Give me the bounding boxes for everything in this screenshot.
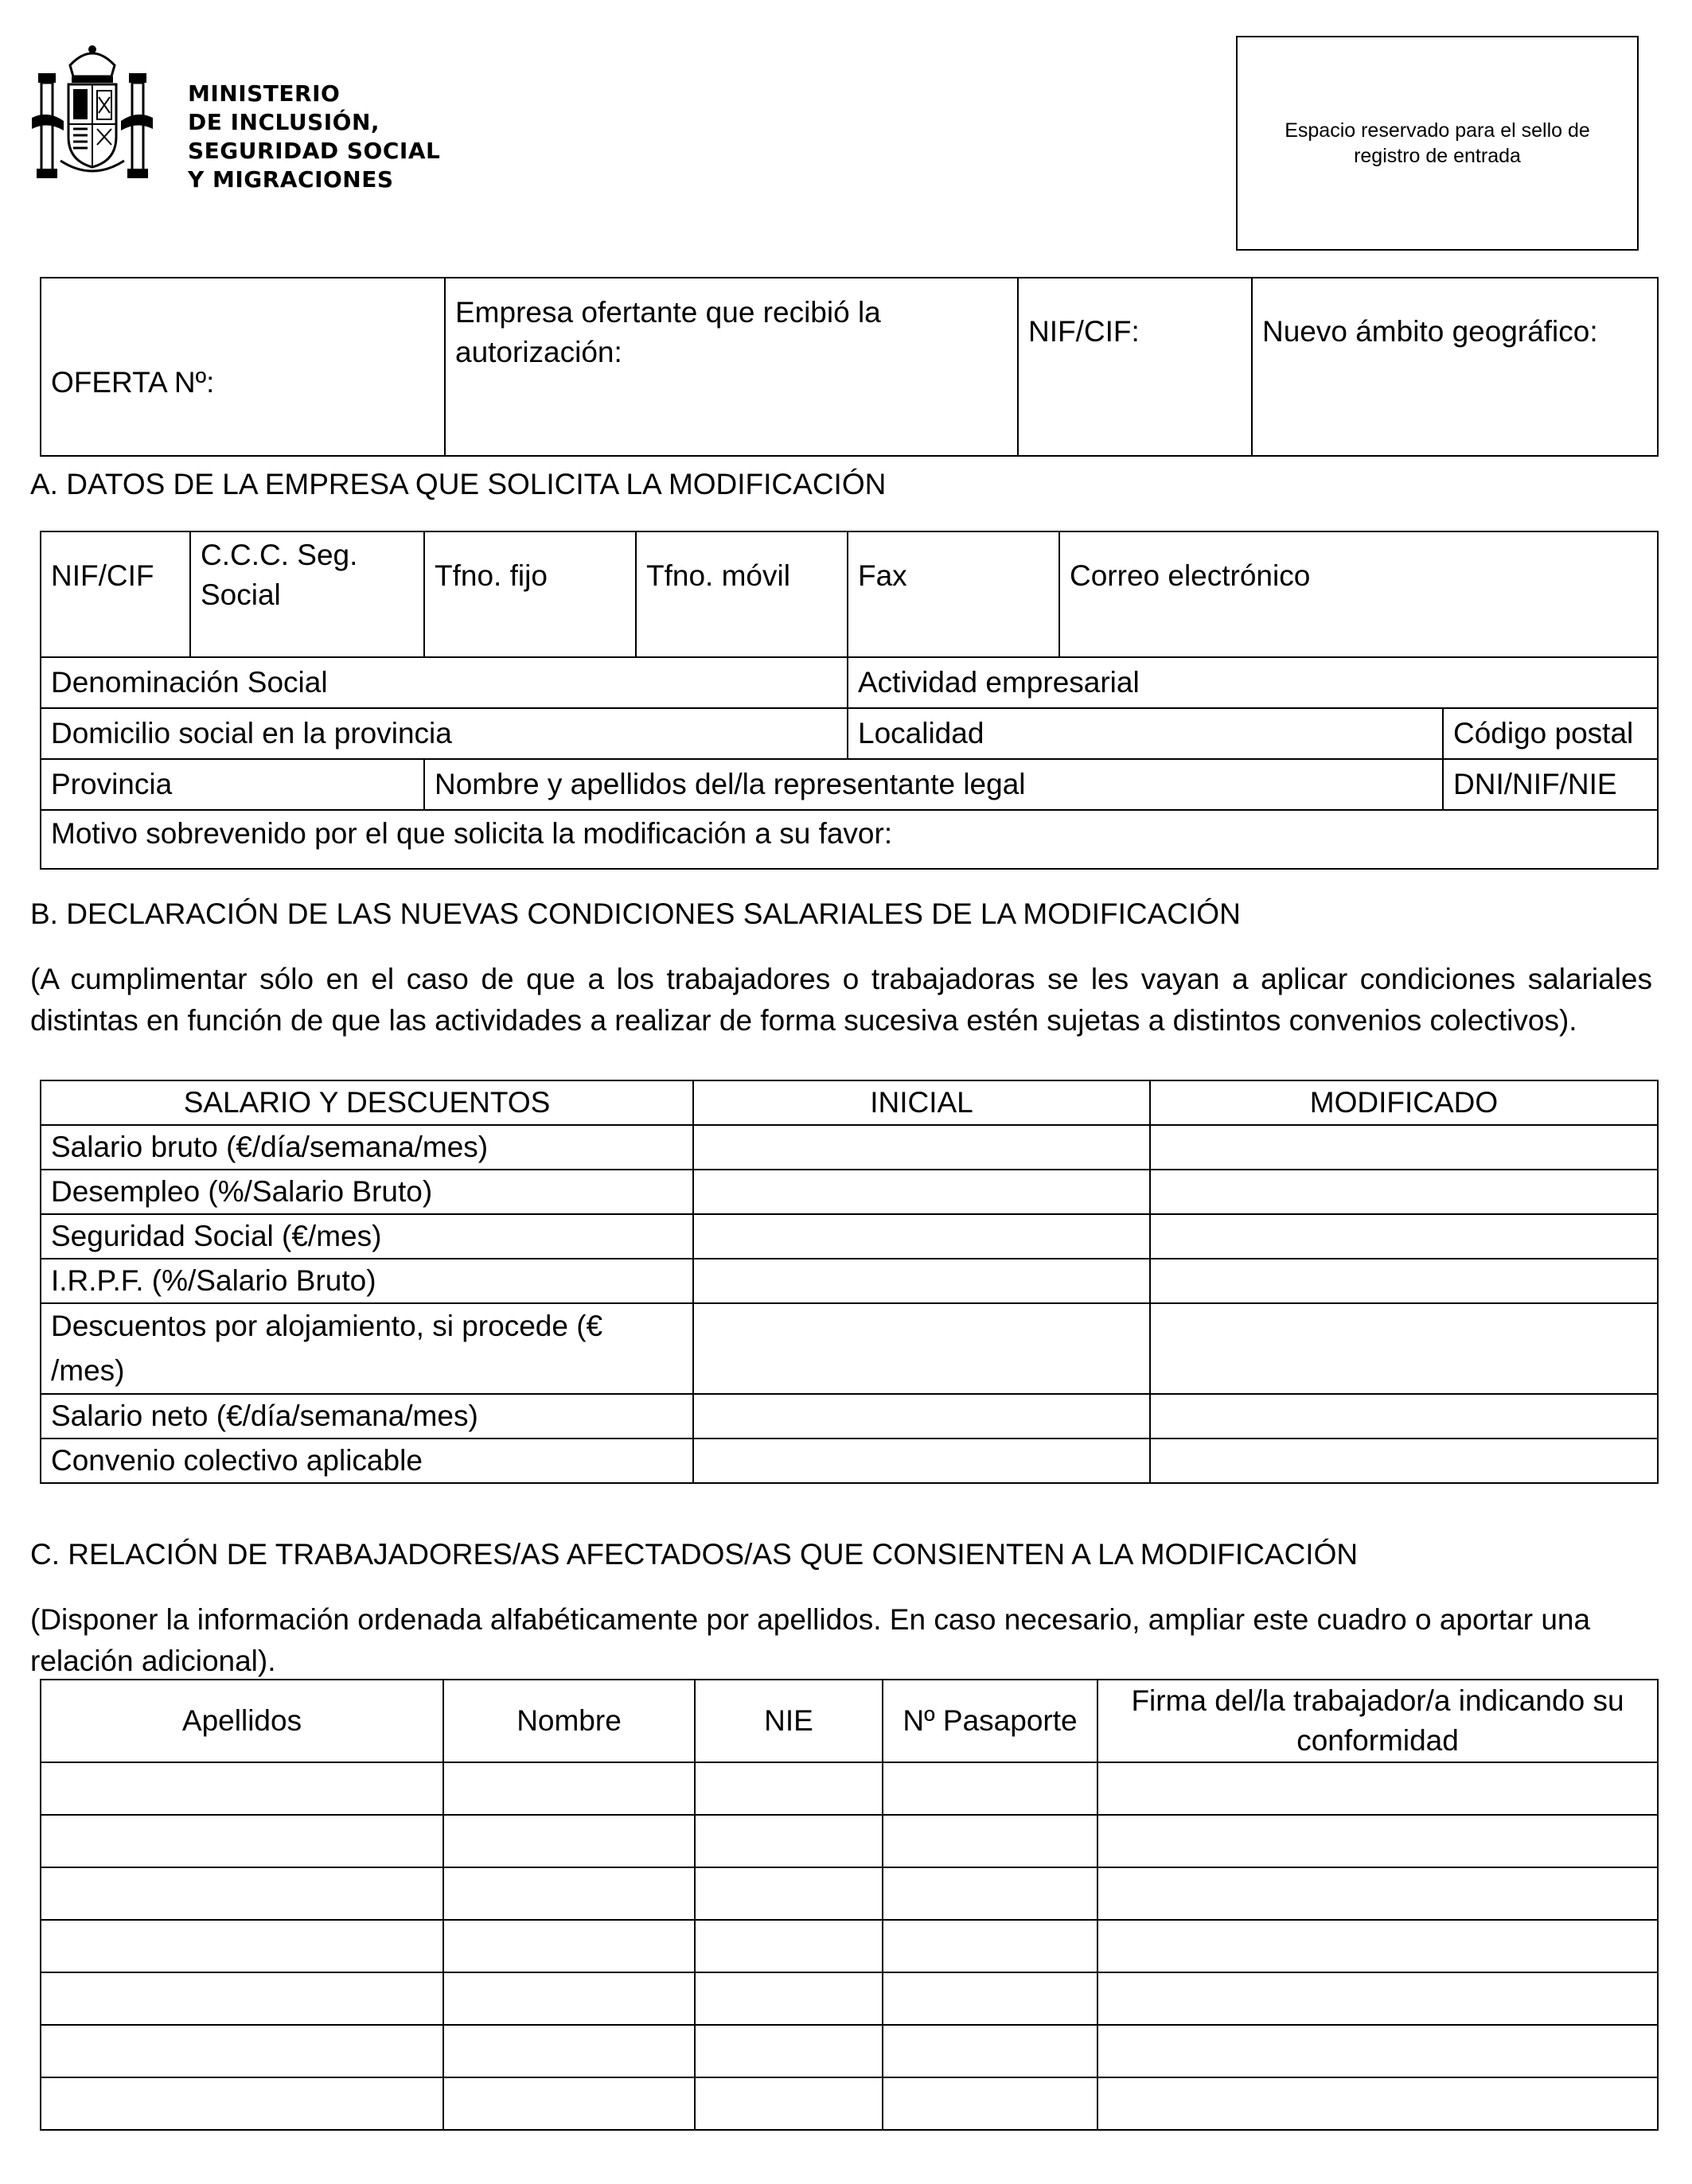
address-field[interactable]: Domicilio social en la provincia bbox=[41, 708, 848, 759]
salary-row-label: I.R.P.F. (%/Salario Bruto) bbox=[41, 1259, 693, 1303]
workers-header-name: Nombre bbox=[443, 1680, 695, 1762]
worker-surname-input[interactable] bbox=[41, 1867, 443, 1920]
province-field[interactable]: Provincia bbox=[41, 759, 424, 810]
salary-initial-input[interactable] bbox=[693, 1394, 1150, 1438]
locality-field[interactable]: Localidad bbox=[848, 708, 1443, 759]
offer-table bbox=[40, 277, 1659, 457]
ministry-name: MINISTERIO DE INCLUSIÓN, SEGURIDAD SOCIAL Y MIGRACIONES bbox=[188, 80, 441, 193]
workers-header-passport: Nº Pasaporte bbox=[883, 1680, 1097, 1762]
worker-nie-input[interactable] bbox=[695, 1867, 883, 1920]
workers-table bbox=[40, 1679, 1659, 2131]
worker-passport-input[interactable] bbox=[883, 1762, 1097, 1815]
company-nif-field[interactable]: NIF/CIF bbox=[41, 531, 190, 657]
salary-header-modified: MODIFICADO bbox=[1150, 1080, 1658, 1125]
salary-row-label: Seguridad Social (€/mes) bbox=[41, 1214, 693, 1259]
postal-code-field[interactable]: Código postal bbox=[1443, 708, 1658, 759]
section-b-title: B. DECLARACIÓN DE LAS NUEVAS CONDICIONES SALARIALES DE LA MODIFICACIÓN bbox=[30, 897, 1241, 930]
salary-row-label: Convenio colectivo aplicable bbox=[41, 1438, 693, 1483]
worker-nie-input[interactable] bbox=[695, 2077, 883, 2130]
worker-name-input[interactable] bbox=[443, 1815, 695, 1867]
section-a-title: A. DATOS DE LA EMPRESA QUE SOLICITA LA MODIFICACIÓN bbox=[30, 468, 887, 500]
worker-nie-input[interactable] bbox=[695, 1762, 883, 1815]
worker-passport-input[interactable] bbox=[883, 1920, 1097, 1972]
section-c-title: C. RELACIÓN DE TRABAJADORES/AS AFECTADOS/AS QUE CONSIENTEN A LA MODIFICACIÓN bbox=[30, 1538, 1359, 1571]
geographic-scope-field[interactable]: Nuevo ámbito geográfico: bbox=[1252, 278, 1658, 456]
worker-surname-input[interactable] bbox=[41, 2077, 443, 2130]
worker-nie-input[interactable] bbox=[695, 1920, 883, 1972]
fax-field[interactable]: Fax bbox=[848, 531, 1059, 657]
salary-row-label: Salario neto (€/día/semana/mes) bbox=[41, 1394, 693, 1438]
salary-initial-input[interactable] bbox=[693, 1125, 1150, 1170]
worker-signature-input[interactable] bbox=[1097, 1815, 1658, 1867]
worker-passport-input[interactable] bbox=[883, 2025, 1097, 2077]
salary-initial-input[interactable] bbox=[693, 1303, 1150, 1394]
salary-row-label: Salario bruto (€/día/semana/mes) bbox=[41, 1125, 693, 1170]
salary-modified-input[interactable] bbox=[1150, 1125, 1658, 1170]
worker-signature-input[interactable] bbox=[1097, 1867, 1658, 1920]
offering-company-field[interactable]: Empresa ofertante que recibió la autorización: bbox=[445, 278, 1018, 456]
worker-nie-input[interactable] bbox=[695, 1972, 883, 2025]
email-field[interactable]: Correo electrónico bbox=[1059, 531, 1658, 657]
worker-signature-input[interactable] bbox=[1097, 1920, 1658, 1972]
worker-passport-input[interactable] bbox=[883, 1815, 1097, 1867]
worker-nie-input[interactable] bbox=[695, 2025, 883, 2077]
worker-signature-input[interactable] bbox=[1097, 2025, 1658, 2077]
business-activity-field[interactable]: Actividad empresarial bbox=[848, 657, 1658, 708]
salary-initial-input[interactable] bbox=[693, 1438, 1150, 1483]
worker-passport-input[interactable] bbox=[883, 1972, 1097, 2025]
worker-surname-input[interactable] bbox=[41, 1815, 443, 1867]
salary-initial-input[interactable] bbox=[693, 1170, 1150, 1214]
worker-signature-input[interactable] bbox=[1097, 2077, 1658, 2130]
stamp-box bbox=[1236, 36, 1639, 251]
worker-surname-input[interactable] bbox=[41, 1972, 443, 2025]
salary-header-initial: INICIAL bbox=[693, 1080, 1150, 1125]
workers-header-surname: Apellidos bbox=[41, 1680, 443, 1762]
ministry-logo bbox=[29, 41, 825, 200]
salary-modified-input[interactable] bbox=[1150, 1394, 1658, 1438]
legal-representative-field[interactable]: Nombre y apellidos del/la representante legal bbox=[424, 759, 1443, 810]
salary-header-concept: SALARIO Y DESCUENTOS bbox=[41, 1080, 693, 1125]
worker-signature-input[interactable] bbox=[1097, 1972, 1658, 2025]
worker-surname-input[interactable] bbox=[41, 2025, 443, 2077]
workers-header-signature: Firma del/la trabajador/a indicando su conformidad bbox=[1097, 1680, 1658, 1762]
salary-row-label: Desempleo (%/Salario Bruto) bbox=[41, 1170, 693, 1214]
ccc-field[interactable]: C.C.C. Seg. Social bbox=[190, 531, 424, 657]
landline-field[interactable]: Tfno. fijo bbox=[424, 531, 636, 657]
mobile-field[interactable]: Tfno. móvil bbox=[636, 531, 848, 657]
worker-name-input[interactable] bbox=[443, 2077, 695, 2130]
section-c-note: (Disponer la información ordenada alfabéticamente por apellidos. En caso necesario, ampliar este cuadro o aportar una relación adicional). bbox=[30, 1603, 1591, 1677]
salary-modified-input[interactable] bbox=[1150, 1170, 1658, 1214]
representative-id-field[interactable]: DNI/NIF/NIE bbox=[1443, 759, 1658, 810]
workers-header-nie: NIE bbox=[695, 1680, 883, 1762]
salary-row-label: Descuentos por alojamiento, si procede (€ /mes) bbox=[41, 1303, 693, 1394]
salary-initial-input[interactable] bbox=[693, 1259, 1150, 1303]
salary-modified-input[interactable] bbox=[1150, 1214, 1658, 1259]
stamp-text: Espacio reservado para el sello de registro de entrada bbox=[1285, 119, 1590, 167]
company-data-table bbox=[40, 531, 1659, 870]
salary-modified-input[interactable] bbox=[1150, 1259, 1658, 1303]
section-b-note: (A cumplimentar sólo en el caso de que a los trabajadores o trabajadoras se les vayan a aplicar condiciones salariales distintas en función de que las actividades a realizar de forma sucesiva estén sujetas a distintos convenios colectivos). bbox=[30, 963, 1652, 1037]
offer-nif-field[interactable]: NIF/CIF: bbox=[1018, 278, 1252, 456]
worker-name-input[interactable] bbox=[443, 1762, 695, 1815]
coat-of-arms-icon bbox=[29, 41, 156, 193]
company-name-field[interactable]: Denominación Social bbox=[41, 657, 848, 708]
worker-surname-input[interactable] bbox=[41, 1920, 443, 1972]
worker-passport-input[interactable] bbox=[883, 2077, 1097, 2130]
worker-name-input[interactable] bbox=[443, 2025, 695, 2077]
worker-name-input[interactable] bbox=[443, 1867, 695, 1920]
reason-field[interactable]: Motivo sobrevenido por el que solicita la modificación a su favor: bbox=[41, 810, 1658, 869]
worker-surname-input[interactable] bbox=[41, 1762, 443, 1815]
worker-passport-input[interactable] bbox=[883, 1867, 1097, 1920]
worker-nie-input[interactable] bbox=[695, 1815, 883, 1867]
salary-table bbox=[40, 1080, 1659, 1484]
worker-signature-input[interactable] bbox=[1097, 1762, 1658, 1815]
worker-name-input[interactable] bbox=[443, 1920, 695, 1972]
offer-number-field[interactable]: OFERTA Nº: bbox=[41, 278, 445, 456]
salary-modified-input[interactable] bbox=[1150, 1438, 1658, 1483]
salary-modified-input[interactable] bbox=[1150, 1303, 1658, 1394]
salary-initial-input[interactable] bbox=[693, 1214, 1150, 1259]
worker-name-input[interactable] bbox=[443, 1972, 695, 2025]
